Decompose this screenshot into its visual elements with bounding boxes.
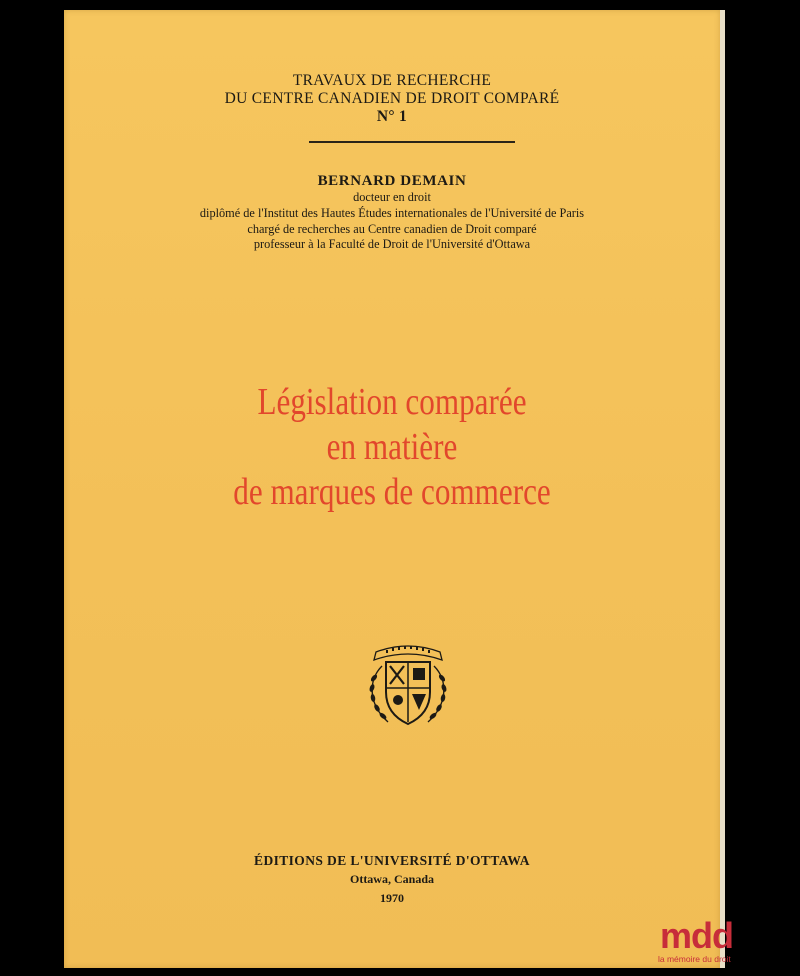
title-line-2: en matière	[326, 426, 458, 468]
book-title	[123, 380, 661, 515]
title-line-3: de marques de commerce	[233, 471, 551, 513]
publisher-block	[64, 852, 720, 908]
watermark-logo	[654, 915, 800, 976]
series-number: N° 1	[376, 108, 408, 125]
publisher-name: ÉDITIONS DE L'UNIVERSITÉ D'OTTAWA	[254, 853, 530, 868]
series-line-2: DU CENTRE CANADIEN DE DROIT COMPARÉ	[224, 90, 560, 107]
watermark-tagline: la mémoire du droit	[658, 954, 731, 964]
watermark-logo-text: mdd	[660, 915, 733, 956]
publisher-place: Ottawa, Canada	[349, 872, 434, 886]
divider-rule	[309, 141, 515, 143]
author-name: BERNARD DEMAIN	[317, 173, 467, 189]
series-line-1: TRAVAUX DE RECHERCHE	[292, 72, 492, 89]
title-line-1: Législation comparée	[257, 381, 527, 423]
author-credential: professeur à la Faculté de Droit de l'Université d'Ottawa	[253, 237, 531, 252]
author-credential: docteur en droit	[353, 190, 431, 204]
author-block	[64, 172, 720, 253]
page-edge	[720, 10, 725, 968]
university-crest-icon	[360, 636, 456, 732]
publication-year: 1970	[380, 891, 404, 905]
series-heading	[64, 72, 720, 126]
author-credential: chargé de recherches au Centre canadien de Droit comparé	[247, 221, 537, 236]
author-credential: diplômé de l'Institut des Hautes Études internationales de l'Université de Paris	[199, 205, 585, 220]
